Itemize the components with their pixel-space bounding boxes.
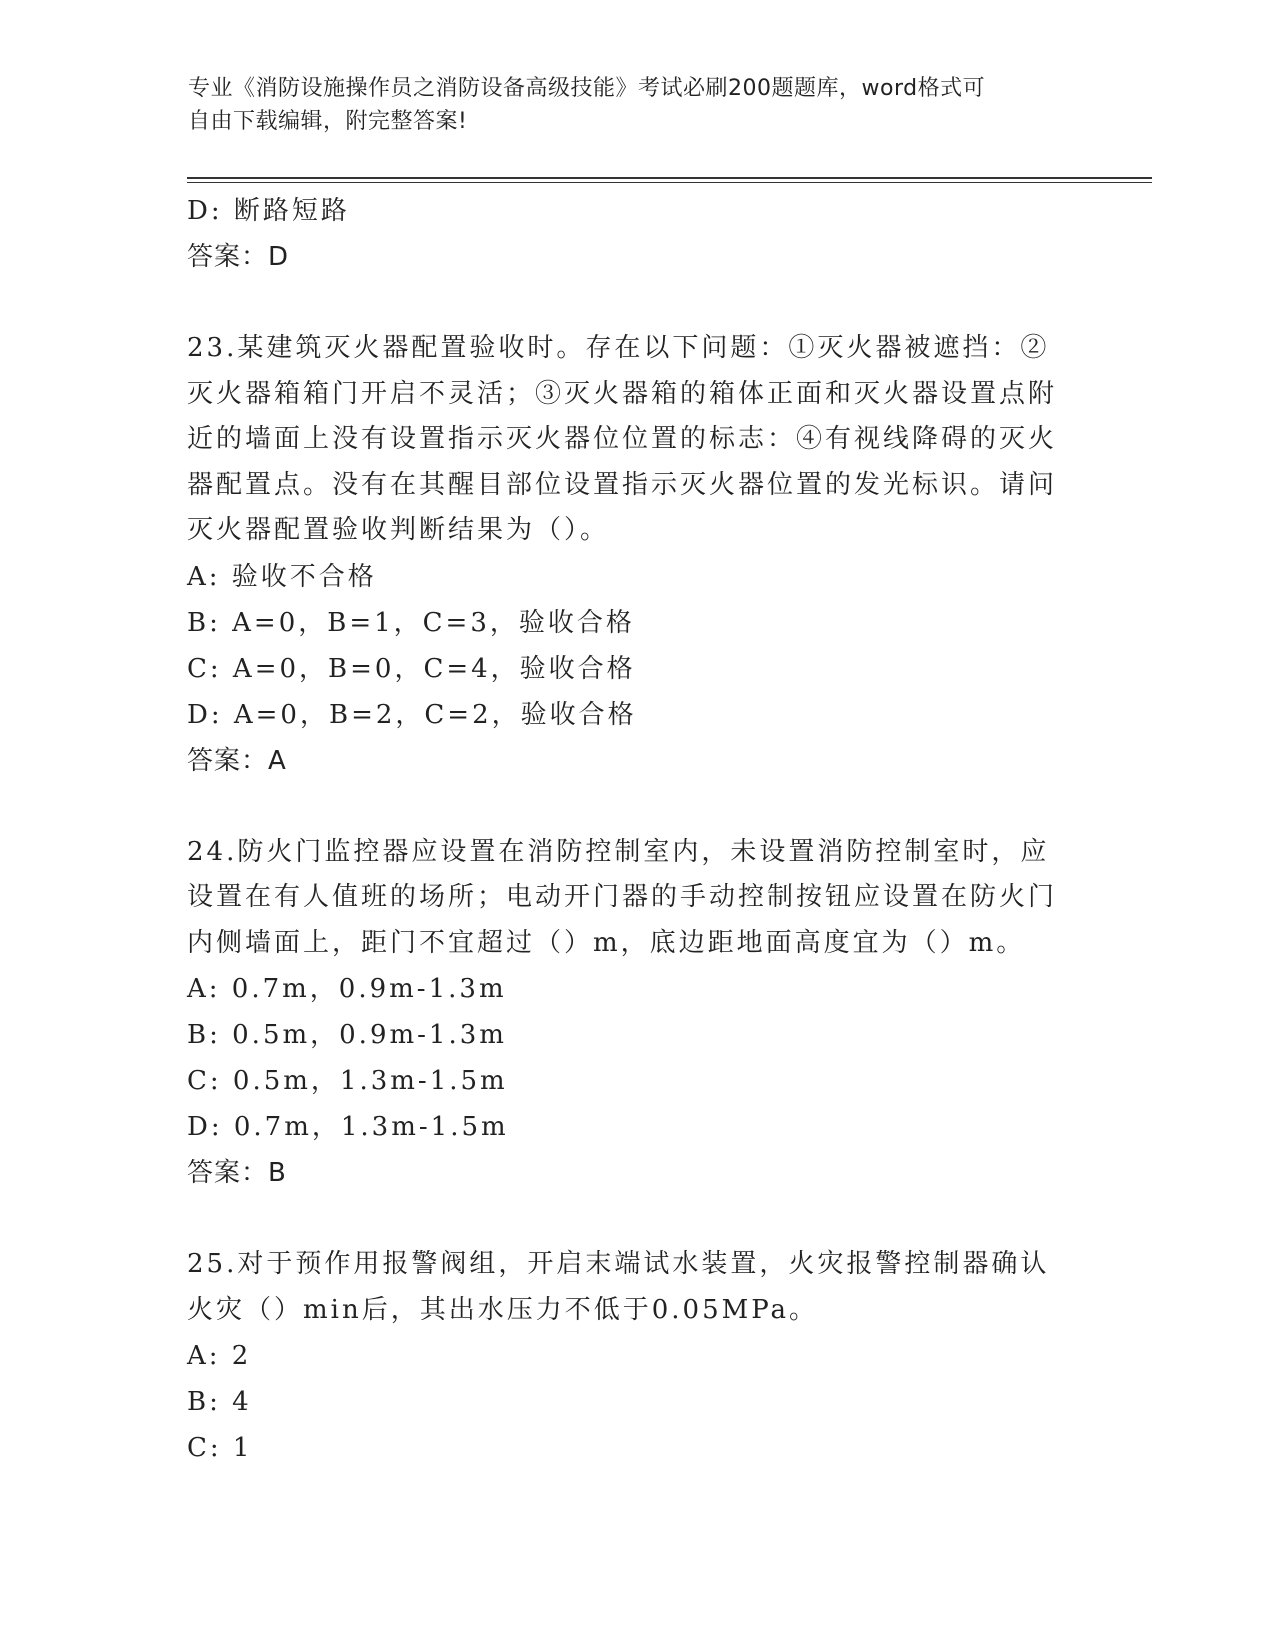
option-d-23: D: A=0，B=2，C=2，验收合格: [187, 699, 637, 730]
question-text-25: 25.对于预作用报警阀组，开启末端试水装置，火灾报警控制器确认火灾（）min后，其出水压力不低于0.05MPa。: [187, 1249, 1050, 1325]
option-b-24: B: 0.5m，0.9m-1.3m: [187, 1020, 507, 1050]
question-content: [187, 188, 1087, 1471]
option-a-24: A: 0.7m，0.9m-1.3m: [187, 974, 507, 1004]
header-line-2: 自由下载编辑，附完整答案!: [188, 109, 468, 134]
prev-option-d: D: 断路短路: [187, 196, 350, 226]
question-text-24: 24.防火门监控器应设置在消防控制室内，未设置消防控制室时，应设置在有人值班的场所；电动开门器的手动控制按钮应设置在防火门内侧墙面上，距门不宜超过（）m，底边距地面高度宜为（）m。: [187, 836, 1058, 958]
answer-24: 答案：B: [187, 1158, 287, 1188]
option-b-25: B: 4: [187, 1387, 252, 1417]
option-d-24: D: 0.7m，1.3m-1.5m: [187, 1112, 509, 1142]
header-line-1: 专业《消防设施操作员之消防设备高级技能》考试必刷200题题库，word格式可: [188, 76, 986, 101]
header-divider-thick: [187, 177, 1152, 179]
option-a-23: A: 验收不合格: [187, 561, 377, 592]
header-divider-thin: [187, 182, 1152, 183]
answer-23: 答案：A: [187, 745, 287, 776]
spacer: [187, 1196, 1087, 1242]
question-block-25: [187, 1242, 1087, 1471]
spacer: [187, 784, 1087, 830]
question-text-23: 23.某建筑灭火器配置验收时。存在以下问题：①灭火器被遮挡：②灭火器箱箱门开启不灵活；③灭火器箱的箱体正面和灭火器设置点附近的墙面上没有设置指示灭火器位位置的标志：④有视线降碍的灭火器配置点。没有在其醒目部位设置指示灭火器位置的发光标识。请问灭火器配置验收判断结果为（）。: [187, 333, 1058, 545]
document-header: [188, 72, 1068, 138]
option-c-25: C: 1: [187, 1433, 253, 1463]
spacer: [187, 280, 1087, 326]
option-a-25: A: 2: [187, 1341, 252, 1371]
question-block-23: [187, 326, 1087, 784]
option-b-23: B: A=0，B=1，C=3，验收合格: [187, 607, 635, 638]
question-block-24: [187, 830, 1087, 1197]
option-c-24: C: 0.5m，1.3m-1.5m: [187, 1066, 508, 1096]
option-c-23: C: A=0，B=0，C=4，验收合格: [187, 653, 636, 684]
prev-answer: 答案：D: [187, 242, 290, 272]
